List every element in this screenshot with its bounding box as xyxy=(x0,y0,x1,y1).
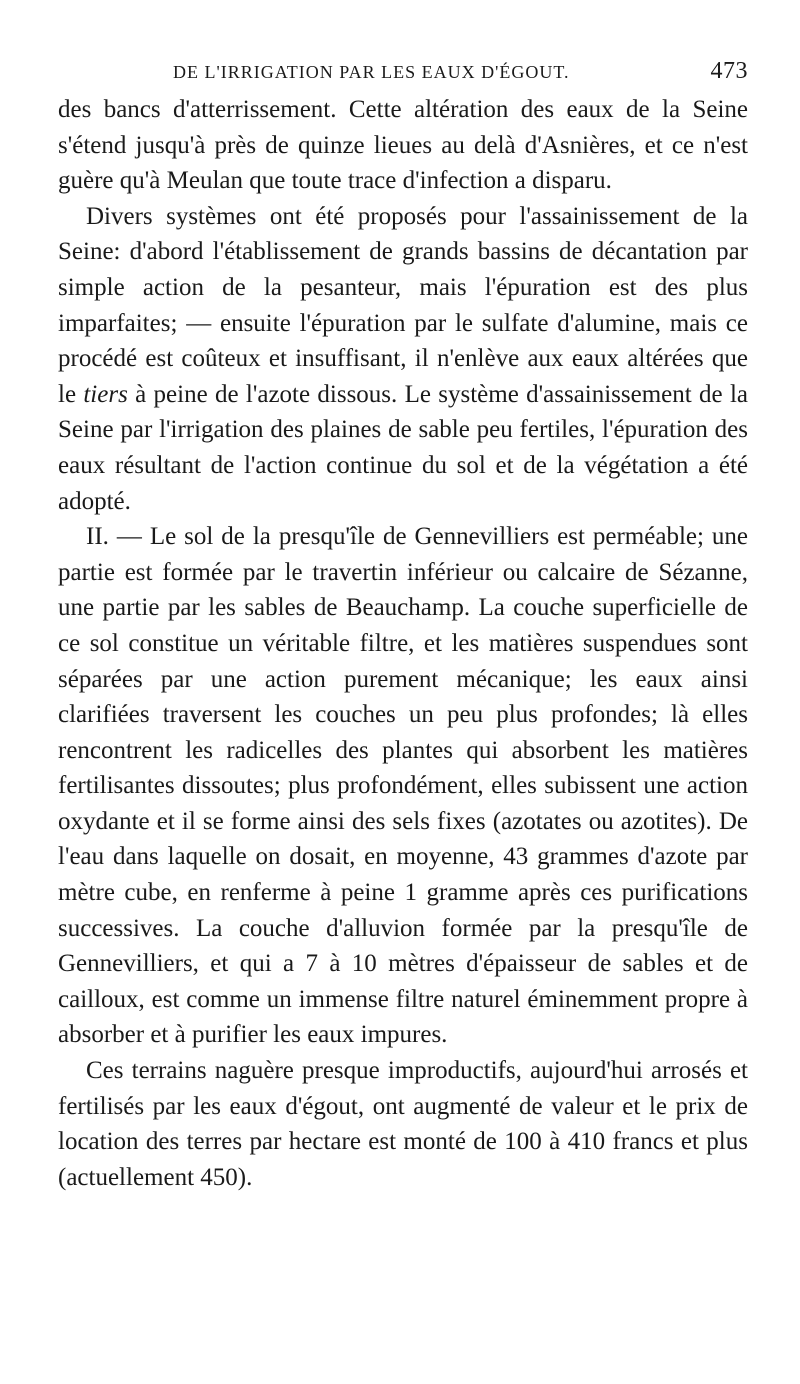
paragraph-text: Divers systèmes ont été proposés pour l'assainissement de la Seine: d'abord l'établissement de grands bassins de décantation par simple action de la pesanteur, mais l'épuration est des plus imparfaites; — ensuite l'épuration par le sulfate d'alumine, mais ce procédé est coûteux et insuffisant, il n'enlève aux eaux altérées que le xyxy=(58,202,748,408)
running-header xyxy=(58,58,748,92)
paragraph-assainissement xyxy=(58,199,748,519)
paragraph-continuation: des bancs d'atterrissement. Cette altération des eaux de la Seine s'étend jusqu'à près de quinze lieues au delà d'Asnières, et ce n'est guère qu'à Meulan que toute trace d'infection a disparu. xyxy=(58,96,748,195)
running-title: DE L'IRRIGATION PAR LES EAUX D'ÉGOUT. xyxy=(173,62,570,82)
body-text xyxy=(58,92,748,1195)
paragraph-text: à peine de l'azote dissous. Le système d'assainissement de la Seine par l'irrigation des plaines de sable peu fertiles, l'épuration des eaux résultant de l'action continue du sol et de la végétation a été adopté. xyxy=(58,380,748,515)
italic-word: tiers xyxy=(83,380,128,408)
page-number: 473 xyxy=(710,58,748,84)
paragraph-terrains: Ces terrains naguère presque improductifs, aujourd'hui arrosés et fertilisés par les eaux d'égout, ont augmenté de valeur et le prix de location des terres par hectare est monté de 100 à 410 francs et plus (actuellement 450). xyxy=(58,1057,748,1191)
paragraph-section-ii: II. — Le sol de la presqu'île de Gennevilliers est perméable; une partie est formée par le travertin inférieur ou calcaire de Sézanne, une partie par les sables de Beauchamp. La couche superficielle de ce sol constitue un véritable filtre, et les matières suspendues sont séparées par une action purement mécanique; les eaux ainsi clarifiées traversent les couches un peu plus profondes; là elles rencontrent les radicelles des plantes qui absorbent les matières fertilisantes dissoutes; plus profondément, elles subissent une action oxydante et il se forme ainsi des sels fixes (azotates ou azotites). De l'eau dans laquelle on dosait, en moyenne, 43 grammes d'azote par mètre cube, en renferme à peine 1 gramme après ces purifications successives. La couche d'alluvion formée par la presqu'île de Gennevilliers, et qui a 7 à 10 mètres d'épaisseur de sables et de cailloux, est comme un immense filtre naturel éminemment propre à absorber et à purifier les eaux impures. xyxy=(58,523,748,1049)
book-page xyxy=(58,58,748,1195)
